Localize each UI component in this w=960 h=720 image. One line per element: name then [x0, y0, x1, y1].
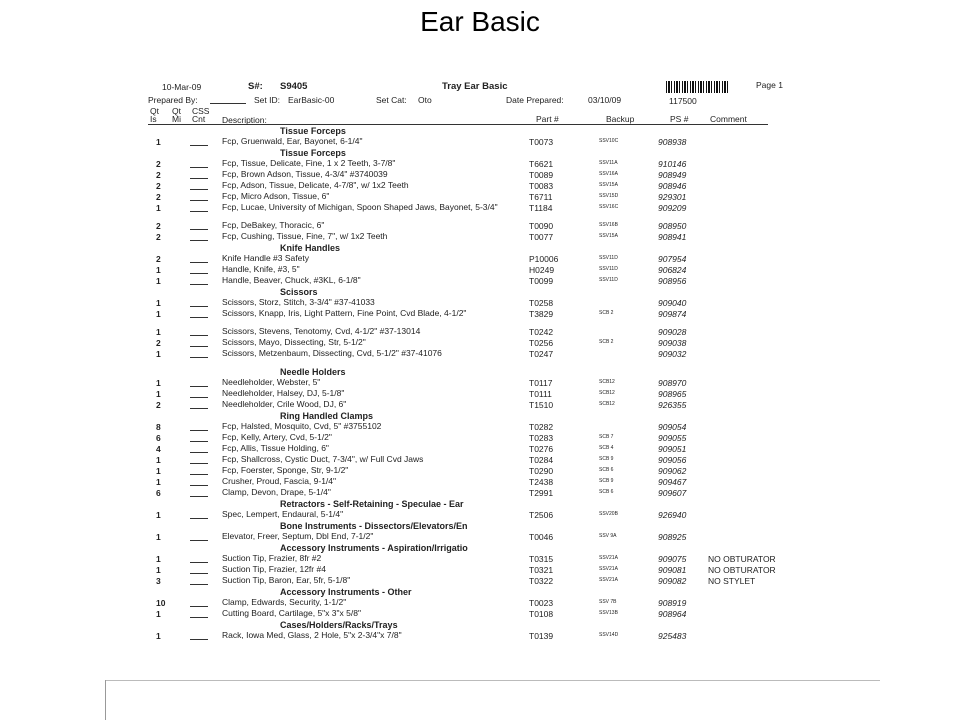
- ps-number: 908938: [658, 137, 687, 147]
- count-blank: [190, 145, 208, 146]
- date-prepared-label: Date Prepared:: [506, 95, 564, 105]
- part-number: T2991: [529, 488, 554, 498]
- instrument-row: [136, 609, 796, 621]
- ps-number: 908941: [658, 232, 687, 242]
- instrument-row: [136, 309, 796, 321]
- part-number: H0249: [529, 265, 555, 275]
- col-css-cnt: CSS Cnt: [192, 106, 210, 124]
- quantity: 1: [156, 532, 161, 542]
- s-number-label: S#:: [248, 81, 263, 92]
- count-blank: [190, 240, 208, 241]
- description: Scissors, Metzenbaum, Dissecting, Cvd, 5-1/2" #37-41076: [222, 348, 442, 358]
- ps-number: 909209: [658, 203, 687, 213]
- section-heading: Cases/Holders/Racks/Trays: [280, 620, 398, 630]
- instrument-row: [136, 631, 796, 643]
- ps-number: 926940: [658, 510, 687, 520]
- backup-code: SSV21A: [599, 555, 618, 561]
- backup-code: SCB12: [599, 401, 615, 407]
- description: Fcp, DeBakey, Thoracic, 6": [222, 220, 325, 230]
- description: Fcp, Lucae, University of Michigan, Spoon Shaped Jaws, Bayonet, 5-3/4": [222, 202, 498, 212]
- instrument-row: [136, 203, 796, 215]
- part-number: T0242: [529, 327, 554, 337]
- quantity: 2: [156, 254, 161, 264]
- count-blank: [190, 408, 208, 409]
- ps-number: 907954: [658, 254, 687, 264]
- count-blank: [190, 335, 208, 336]
- count-blank: [190, 211, 208, 212]
- instrument-row: [136, 349, 796, 361]
- part-number: T1184: [529, 203, 553, 213]
- description: Fcp, Tissue, Delicate, Fine, 1 x 2 Teeth, 3-7/8": [222, 158, 396, 168]
- barcode: [666, 81, 730, 93]
- ps-number: 926355: [658, 400, 687, 410]
- part-number: T2438: [529, 477, 554, 487]
- part-number: T0023: [529, 598, 554, 608]
- description: Fcp, Adson, Tissue, Delicate, 4-7/8", w/ 1x2 Teeth: [222, 180, 409, 190]
- description: Needleholder, Webster, 5": [222, 377, 321, 387]
- quantity: 4: [156, 444, 161, 454]
- description: Fcp, Shallcross, Cystic Duct, 7-3/4", w/ Full Cvd Jaws: [222, 454, 424, 464]
- part-number: T6711: [529, 192, 553, 202]
- part-number: T0283: [529, 433, 554, 443]
- part-number: T0322: [529, 576, 554, 586]
- backup-code: SSV11A: [599, 160, 618, 166]
- quantity: 1: [156, 510, 161, 520]
- s-number-value: S9405: [280, 81, 308, 92]
- col-backup: Backup: [606, 114, 635, 124]
- backup-code: SCB12: [599, 390, 615, 396]
- part-number: T0290: [529, 466, 554, 476]
- count-blank: [190, 167, 208, 168]
- section-heading: Needle Holders: [280, 367, 346, 377]
- part-number: T1510: [529, 400, 554, 410]
- part-number: T0315: [529, 554, 554, 564]
- instrument-row: [136, 488, 796, 500]
- quantity: 3: [156, 576, 161, 586]
- prepared-by-label: Prepared By:: [148, 95, 198, 105]
- count-blank: [190, 639, 208, 640]
- description: Scissors, Mayo, Dissecting, Str, 5-1/2": [222, 337, 366, 347]
- description: Scissors, Storz, Stitch, 3-3/4" #37-41033: [222, 297, 375, 307]
- backup-code: SSV21A: [599, 577, 618, 583]
- part-number: T0139: [529, 631, 554, 641]
- quantity: 1: [156, 477, 161, 487]
- quantity: 2: [156, 159, 161, 169]
- quantity: 1: [156, 389, 161, 399]
- backup-code: SCB 2: [599, 339, 614, 345]
- count-blank: [190, 189, 208, 190]
- backup-code: SCB 4: [599, 445, 614, 451]
- report-date: 10-Mar-09: [162, 82, 202, 92]
- part-number: P10006: [529, 254, 559, 264]
- description: Fcp, Foerster, Sponge, Str, 9-1/2": [222, 465, 349, 475]
- section-heading: Scissors: [280, 287, 318, 297]
- slide-title: Ear Basic: [420, 6, 540, 37]
- count-blank: [190, 200, 208, 201]
- quantity: 1: [156, 378, 161, 388]
- count-blank: [190, 441, 208, 442]
- section-heading: Ring Handled Clamps: [280, 411, 374, 421]
- description: Handle, Knife, #3, 5": [222, 264, 300, 274]
- col-qt-is: Qt Is: [150, 106, 159, 124]
- part-number: T0256: [529, 338, 554, 348]
- backup-code: SCB 2: [599, 310, 614, 316]
- count-blank: [190, 474, 208, 475]
- part-number: T0258: [529, 298, 554, 308]
- quantity: 1: [156, 327, 161, 337]
- backup-code: SSV11D: [599, 255, 618, 261]
- backup-code: SCB 6: [599, 489, 614, 495]
- quantity: 2: [156, 400, 161, 410]
- backup-code: SSV16A: [599, 171, 618, 177]
- ps-number: 909082: [658, 576, 687, 586]
- part-number: T6621: [529, 159, 554, 169]
- ps-number: 909075: [658, 554, 687, 564]
- quantity: 1: [156, 309, 161, 319]
- quantity: 1: [156, 455, 161, 465]
- section-heading: Accessory Instruments - Aspiration/Irrigatio: [280, 543, 468, 553]
- page-number: Page 1: [756, 80, 783, 90]
- count-blank: [190, 317, 208, 318]
- ps-number: 909038: [658, 338, 687, 348]
- section-heading: Bone Instruments - Dissectors/Elevators/En: [280, 521, 468, 531]
- quantity: 8: [156, 422, 161, 432]
- ps-number: 908950: [658, 221, 687, 231]
- part-number: T0282: [529, 422, 554, 432]
- part-number: T0247: [529, 349, 554, 359]
- quantity: 2: [156, 338, 161, 348]
- prepared-by-blank: [210, 103, 246, 104]
- part-number: T0108: [529, 609, 554, 619]
- count-blank: [190, 562, 208, 563]
- scanned-document: [136, 70, 806, 660]
- set-id-label: Set ID:: [254, 95, 280, 105]
- count-blank: [190, 262, 208, 263]
- quantity: 1: [156, 137, 161, 147]
- ps-number: 909467: [658, 477, 687, 487]
- count-blank: [190, 485, 208, 486]
- count-blank: [190, 306, 208, 307]
- quantity: 2: [156, 232, 161, 242]
- page-edge-vline: [105, 680, 106, 720]
- description: Suction Tip, Frazier, 12fr #4: [222, 564, 326, 574]
- backup-code: SSV 7B: [599, 599, 617, 605]
- description: Fcp, Kelly, Artery, Cvd, 5-1/2": [222, 432, 332, 442]
- count-blank: [190, 430, 208, 431]
- comment: NO OBTURATOR: [708, 554, 776, 564]
- ps-number: 909040: [658, 298, 687, 308]
- quantity: 6: [156, 488, 161, 498]
- count-blank: [190, 397, 208, 398]
- quantity: 1: [156, 631, 161, 641]
- backup-code: SSV10C: [599, 138, 619, 144]
- col-ps: PS #: [670, 114, 689, 124]
- ps-number: 909028: [658, 327, 687, 337]
- backup-code: SCB 9: [599, 456, 614, 462]
- backup-code: SSV11D: [599, 277, 618, 283]
- description: Fcp, Cushing, Tissue, Fine, 7", w/ 1x2 Teeth: [222, 231, 388, 241]
- ps-number: 909607: [658, 488, 687, 498]
- description: Needleholder, Halsey, DJ, 5-1/8": [222, 388, 345, 398]
- quantity: 1: [156, 298, 161, 308]
- description: Spec, Lempert, Endaural, 5-1/4": [222, 509, 344, 519]
- part-number: T0284: [529, 455, 554, 465]
- quantity: 1: [156, 203, 161, 213]
- set-id-value: EarBasic-00: [288, 95, 335, 105]
- backup-code: SSV16B: [599, 222, 618, 228]
- barcode-number: 117500: [669, 96, 697, 106]
- backup-code: SSV11D: [599, 266, 618, 272]
- backup-code: SSV14D: [599, 632, 619, 638]
- col-qt-mi: Qt Mi: [172, 106, 181, 124]
- ps-number: 909032: [658, 349, 687, 359]
- description: Handle, Beaver, Chuck, #3KL, 6-1/8": [222, 275, 361, 285]
- backup-code: SCB 6: [599, 467, 614, 473]
- backup-code: SCB12: [599, 379, 615, 385]
- count-blank: [190, 606, 208, 607]
- ps-number: 908919: [658, 598, 687, 608]
- part-number: T0089: [529, 170, 554, 180]
- ps-number: 908925: [658, 532, 687, 542]
- part-number: T3829: [529, 309, 554, 319]
- part-number: T0090: [529, 221, 554, 231]
- section-heading: Accessory Instruments - Other: [280, 587, 412, 597]
- part-number: T0073: [529, 137, 554, 147]
- count-blank: [190, 178, 208, 179]
- description: Fcp, Brown Adson, Tissue, 4-3/4" #3740039: [222, 169, 388, 179]
- date-prepared-value: 03/10/09: [588, 95, 622, 105]
- set-cat-label: Set Cat:: [376, 95, 407, 105]
- ps-number: 909081: [658, 565, 687, 575]
- col-description: Description:: [222, 115, 267, 125]
- count-blank: [190, 496, 208, 497]
- comment: NO STYLET: [708, 576, 756, 586]
- quantity: 1: [156, 466, 161, 476]
- instrument-row: [136, 576, 796, 588]
- count-blank: [190, 540, 208, 541]
- page-edge-line: [105, 680, 880, 681]
- count-blank: [190, 229, 208, 230]
- description: Crusher, Proud, Fascia, 9-1/4": [222, 476, 337, 486]
- count-blank: [190, 386, 208, 387]
- section-heading: Retractors - Self-Retaining - Speculae - Ear: [280, 499, 464, 509]
- tray-name: Tray Ear Basic: [442, 81, 508, 92]
- backup-code: SCB 9: [599, 478, 614, 484]
- ps-number: 909056: [658, 455, 687, 465]
- backup-code: SSV15A: [599, 182, 618, 188]
- description: Fcp, Micro Adson, Tissue, 6": [222, 191, 330, 201]
- count-blank: [190, 584, 208, 585]
- part-number: T0077: [529, 232, 554, 242]
- description: Suction Tip, Baron, Ear, 5fr, 5-1/8": [222, 575, 351, 585]
- ps-number: 909051: [658, 444, 687, 454]
- part-number: T2506: [529, 510, 554, 520]
- ps-number: 925483: [658, 631, 687, 641]
- description: Scissors, Stevens, Tenotomy, Cvd, 4-1/2" #37-13014: [222, 326, 421, 336]
- description: Fcp, Halsted, Mosquito, Cvd, 5" #3755102: [222, 421, 382, 431]
- quantity: 1: [156, 265, 161, 275]
- instrument-row: [136, 137, 796, 149]
- ps-number: 908946: [658, 181, 687, 191]
- header-divider: [148, 124, 768, 125]
- backup-code: SSV15A: [599, 233, 618, 239]
- quantity: 10: [156, 598, 166, 608]
- count-blank: [190, 617, 208, 618]
- ps-number: 929301: [658, 192, 687, 202]
- backup-code: SSV21A: [599, 566, 618, 572]
- description: Elevator, Freer, Septum, Dbl End, 7-1/2": [222, 531, 374, 541]
- instrument-row: [136, 276, 796, 288]
- quantity: 1: [156, 554, 161, 564]
- ps-number: 910146: [658, 159, 687, 169]
- part-number: T0276: [529, 444, 554, 454]
- section-heading: Tissue Forceps: [280, 126, 346, 136]
- section-heading: Tissue Forceps: [280, 148, 346, 158]
- description: Rack, Iowa Med, Glass, 2 Hole, 5"x 2-3/4"x 7/8": [222, 630, 402, 640]
- description: Clamp, Devon, Drape, 5-1/4": [222, 487, 331, 497]
- quantity: 1: [156, 276, 161, 286]
- part-number: T0111: [529, 389, 552, 399]
- ps-number: 909874: [658, 309, 687, 319]
- count-blank: [190, 273, 208, 274]
- ps-number: 908970: [658, 378, 687, 388]
- ps-number: 908964: [658, 609, 687, 619]
- part-number: T0117: [529, 378, 553, 388]
- backup-code: SSV 9A: [599, 533, 617, 539]
- backup-code: SSV16C: [599, 204, 619, 210]
- quantity: 6: [156, 433, 161, 443]
- quantity: 2: [156, 221, 161, 231]
- backup-code: SSV13B: [599, 610, 618, 616]
- description: Needleholder, Crile Wood, DJ, 6": [222, 399, 347, 409]
- ps-number: 906824: [658, 265, 687, 275]
- instrument-row: [136, 232, 796, 244]
- ps-number: 908956: [658, 276, 687, 286]
- description: Cutting Board, Cartilage, 5"x 3"x 5/8": [222, 608, 361, 618]
- backup-code: SCB 7: [599, 434, 614, 440]
- quantity: 1: [156, 349, 161, 359]
- count-blank: [190, 284, 208, 285]
- backup-code: SSV20B: [599, 511, 618, 517]
- description: Suction Tip, Frazier, 8fr #2: [222, 553, 322, 563]
- count-blank: [190, 452, 208, 453]
- comment: NO OBTURATOR: [708, 565, 776, 575]
- description: Fcp, Allis, Tissue Holding, 6": [222, 443, 329, 453]
- description: Knife Handle #3 Safety: [222, 253, 309, 263]
- count-blank: [190, 346, 208, 347]
- section-heading: Knife Handles: [280, 243, 341, 253]
- count-blank: [190, 573, 208, 574]
- count-blank: [190, 463, 208, 464]
- col-comment: Comment: [710, 114, 747, 124]
- backup-code: SSV15D: [599, 193, 619, 199]
- ps-number: 908949: [658, 170, 687, 180]
- description: Clamp, Edwards, Security, 1-1/2": [222, 597, 347, 607]
- description: Fcp, Gruenwald, Ear, Bayonet, 6-1/4": [222, 136, 363, 146]
- part-number: T0046: [529, 532, 554, 542]
- ps-number: 909062: [658, 466, 687, 476]
- count-blank: [190, 518, 208, 519]
- ps-number: 909054: [658, 422, 687, 432]
- col-part: Part #: [536, 114, 559, 124]
- ps-number: 909055: [658, 433, 687, 443]
- part-number: T0083: [529, 181, 554, 191]
- part-number: T0321: [529, 565, 554, 575]
- quantity: 1: [156, 609, 161, 619]
- part-number: T0099: [529, 276, 554, 286]
- quantity: 1: [156, 565, 161, 575]
- set-cat-value: Oto: [418, 95, 432, 105]
- description: Scissors, Knapp, Iris, Light Pattern, Fine Point, Cvd Blade, 4-1/2": [222, 308, 467, 318]
- count-blank: [190, 357, 208, 358]
- quantity: 2: [156, 181, 161, 191]
- quantity: 2: [156, 170, 161, 180]
- instrument-row: [136, 400, 796, 412]
- ps-number: 908965: [658, 389, 687, 399]
- quantity: 2: [156, 192, 161, 202]
